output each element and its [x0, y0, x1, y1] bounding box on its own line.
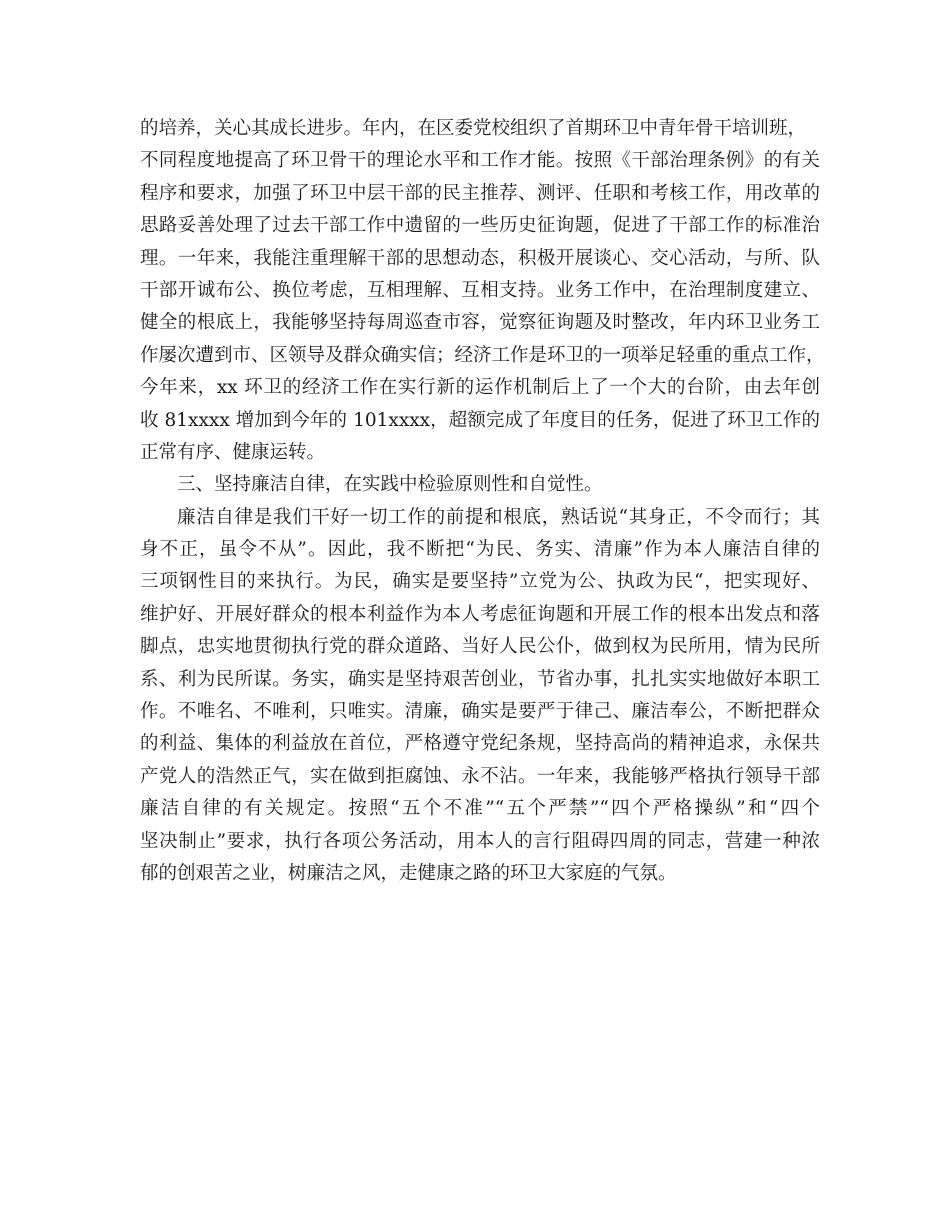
text-line: 产党人的浩然正气，实在做到拒腐蚀、永不沾。一年来，我能够严格执行领导干部	[140, 765, 820, 787]
body-text	[140, 113, 825, 890]
text-line: 维护好、开展好群众的根本利益作为本人考虑征询题和开展工作的根本出发点和落	[140, 603, 820, 625]
text-line: 的培养，关心其成长进步。年内，在区委党校组织了首期环卫中青年骨干培训班，	[140, 118, 807, 139]
text-line: 身不正，虽令不从”。因此，我不断把“为民、务实、清廉”作为本人廉洁自律的	[140, 539, 820, 561]
text-line: 健全的根底上，我能够坚持每周巡查市容，觉察征询题及时整改，年内环卫业务工	[140, 312, 820, 334]
text-line: 正常有序、健康运转。	[140, 441, 326, 463]
text-line: 收 81xxxx 增加到今年的 101xxxx，超额完成了年度目的任务，促进了环卫工作的	[140, 409, 820, 431]
text-line: 脚点，忠实地贯彻执行党的群众道路、当好人民公仆，做到权为民所用，情为民所	[140, 636, 820, 658]
text-line: 三、坚持廉洁自律，在实践中检验原则性和自觉性。	[177, 474, 603, 496]
text-line: 思路妥善处理了过去干部工作中遗留的一些历史征询题，促进了干部工作的标准治	[140, 215, 820, 237]
text-line: 不同程度地提高了环卫骨干的理论水平和工作才能。按照《干部治理条例》的有关	[140, 150, 820, 172]
text-line: 系、利为民所谋。务实，确实是坚持艰苦创业，节省办事，扎扎实实地做好本职工	[140, 668, 820, 690]
text-line: 廉洁自律是我们干好一切工作的前提和根底，熟话说“其身正，不令而行；其	[177, 506, 820, 528]
text-line: 理。一年来，我能注重理解干部的思想动态，积极开展谈心、交心活动，与所、队	[140, 247, 820, 269]
text-line: 的利益、集体的利益放在首位，严格遵守党纪条规，坚持高尚的精神追求，永保共	[140, 733, 820, 755]
text-line: 廉洁自律的有关规定。按照“五个不准”“五个严禁”“四个严格操纵”和“四个	[140, 798, 820, 820]
text-line: 干部开诚布公、换位考虑，互相理解、互相支持。业务工作中，在治理制度建立、	[140, 279, 820, 301]
text-line: 程序和要求，加强了环卫中层干部的民主推荐、测评、任职和考核工作，用改革的	[140, 182, 820, 204]
text-line: 作。不唯名、不唯利，只唯实。清廉，确实是要严于律己、廉洁奉公，不断把群众	[140, 701, 820, 723]
text-line: 作屡次遭到市、区领导及群众确实信；经济工作是环卫的一项举足轻重的重点工作，	[140, 344, 825, 366]
text-line: 三项钢性目的来执行。为民，确实是要坚持”立党为公、执政为民“，把实现好、	[140, 571, 820, 593]
text-line: 坚决制止”要求，执行各项公务活动，用本人的言行阻碍四周的同志，营建一种浓	[140, 830, 820, 852]
text-line: 今年来，xx 环卫的经济工作在实行新的运作机制后上了一个大的台阶，由去年创	[140, 377, 820, 399]
text-line: 郁的创艰苦之业，树廉洁之风，走健康之路的环卫大家庭的气氛。	[140, 862, 677, 884]
